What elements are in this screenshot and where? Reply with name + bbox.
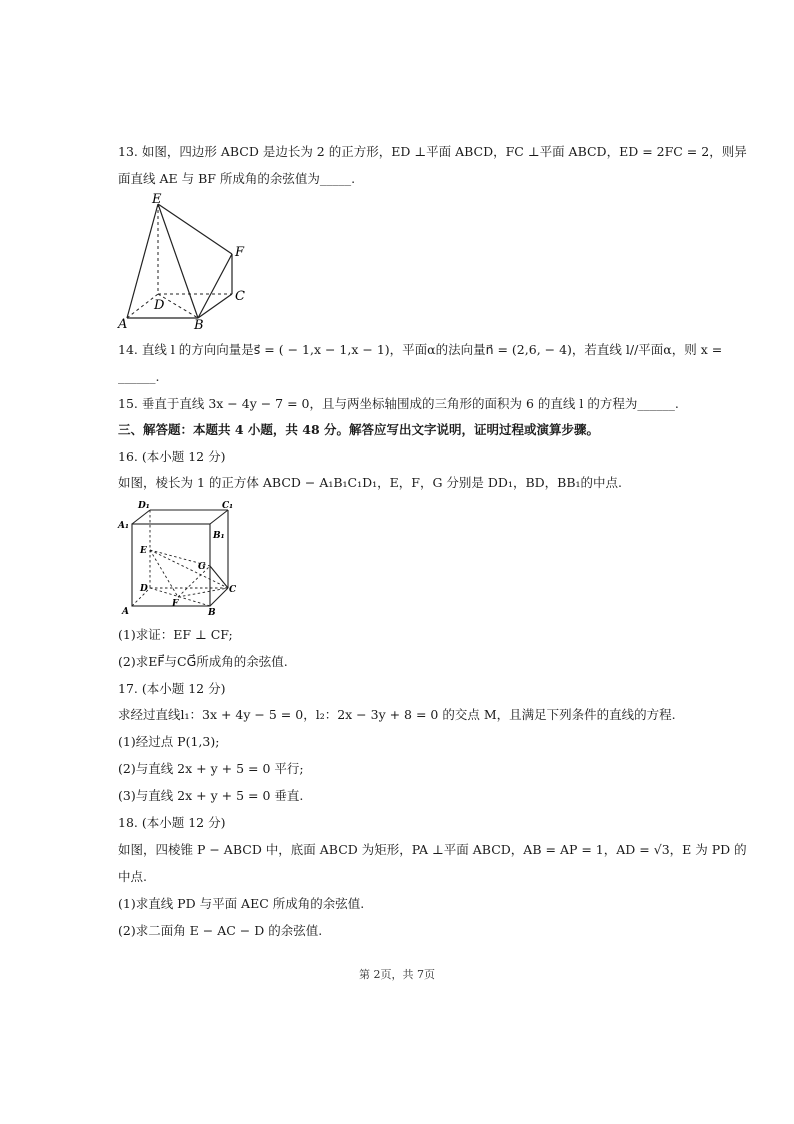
q18-stem1: 如图，四棱锥 P − ABCD 中，底面 ABCD 为矩形，PA ⊥平面 ABCD，AB = AP = 1，AD = √3，E 为 PD 的 [118,842,747,857]
q16-label-e: E [140,546,147,556]
q14-line2: ______. [118,369,160,384]
q13-label-d: D [154,298,165,313]
q13-label-a: A [118,317,128,332]
q13-figure [112,192,262,332]
q18-part1: (1)求直线 PD 与平面 AEC 所成角的余弦值. [118,896,365,911]
q16-header: 16. (本小题 12 分) [118,449,226,464]
q16-label-a1: A₁ [118,521,129,531]
q13-line2: 面直线 AE 与 BF 所成角的余弦值为_____. [118,171,356,186]
q13-label-c: C [235,289,245,304]
q16-part2: (2)求EF⃗与CG⃗所成角的余弦值. [118,654,288,669]
q16-label-f: F [172,599,179,609]
q17-stem: 求经过直线l₁：3x + 4y − 5 = 0，l₂：2x − 3y + 8 = 0 的交点 M，且满足下列条件的直线的方程. [118,707,676,722]
q13-label-f: F [235,245,245,260]
q16-label-d1: D₁ [138,501,150,511]
section3-title: 三、解答题：本题共 4 小题，共 48 分。解答应写出文字说明，证明过程或演算步骤。 [118,422,600,437]
q17-header: 17. (本小题 12 分) [118,681,226,696]
q16-label-c: C [229,585,237,595]
q15-line1: 15. 垂直于直线 3x − 4y − 7 = 0，且与两坐标轴围成的三角形的面积为 6 的直线 l 的方程为______. [118,396,679,411]
q16-label-b: B [208,608,216,618]
q13-label-b: B [194,318,204,332]
q17-part3: (3)与直线 2x + y + 5 = 0 垂直. [118,788,304,803]
q17-part1: (1)经过点 P(1,3); [118,734,220,749]
q14-line1: 14. 直线 l 的方向向量是s⃗ = ( − 1,x − 1,x − 1)，平面α的法向量n⃗ = (2,6, − 4)，若直线 l//平面α，则 x = [118,342,723,357]
q16-label-a: A [122,607,129,617]
q13-label-e: E [152,192,162,207]
q16-stem: 如图，棱长为 1 的正方体 ABCD − A₁B₁C₁D₁，E，F，G 分别是 DD₁，BD，BB₁的中点. [118,475,623,490]
q13-line1: 13. 如图，四边形 ABCD 是边长为 2 的正方形，ED ⊥平面 ABCD，FC ⊥平面 ABCD，ED = 2FC = 2，则异 [118,144,747,159]
q16-figure [112,498,252,618]
q16-label-d: D [140,584,148,594]
q18-stem2: 中点. [118,869,147,884]
page-footer: 第 2页，共 7页 [359,968,435,981]
q17-part2: (2)与直线 2x + y + 5 = 0 平行; [118,761,304,776]
q16-part1: (1)求证：EF ⊥ CF; [118,627,233,642]
q16-label-g: G [198,562,206,572]
q16-label-b1: B₁ [213,531,225,541]
q18-part2: (2)求二面角 E − AC − D 的余弦值. [118,923,323,938]
q18-header: 18. (本小题 12 分) [118,815,226,830]
q16-label-c1: C₁ [222,501,234,511]
